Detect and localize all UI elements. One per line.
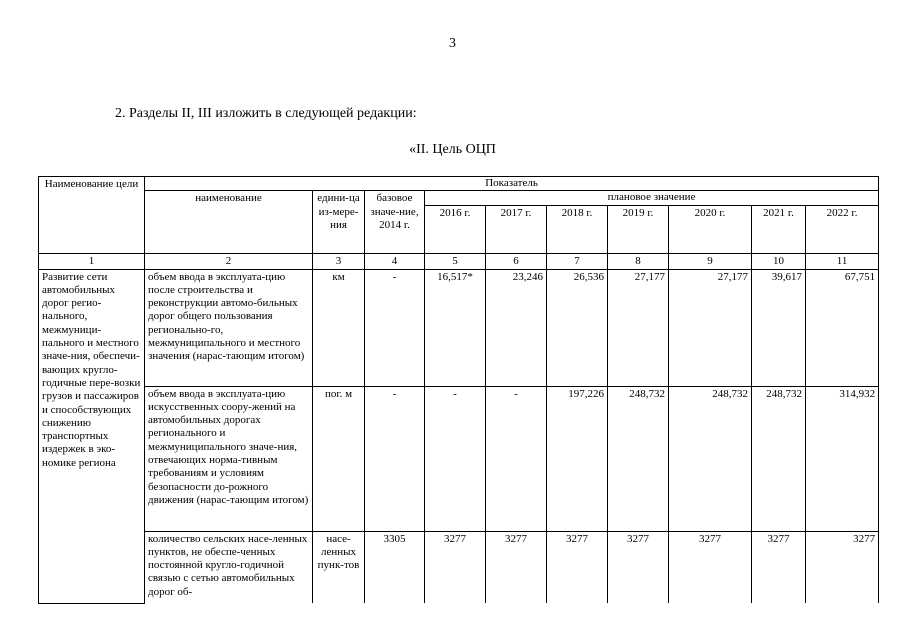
value-cell: 27,177 (669, 269, 752, 386)
unit-cell: км (313, 269, 365, 386)
unit-cell: пог. м (313, 386, 365, 531)
table-row (39, 531, 879, 603)
value-cell: 23,246 (486, 269, 547, 386)
value-cell: 314,932 (806, 386, 879, 531)
header-row-2 (39, 191, 879, 205)
header-year: 2017 г. (486, 205, 547, 253)
value-cell: 248,732 (669, 386, 752, 531)
column-number: 3 (313, 253, 365, 269)
base-value-cell: 3305 (365, 531, 425, 603)
value-cell: 248,732 (752, 386, 806, 531)
value-cell: 26,536 (547, 269, 608, 386)
value-cell: 27,177 (608, 269, 669, 386)
column-numbers-row (39, 253, 879, 269)
value-cell: 3277 (752, 531, 806, 603)
column-number: 11 (806, 253, 879, 269)
header-indicator: Показатель (145, 177, 879, 191)
header-year: 2022 г. (806, 205, 879, 253)
column-number: 2 (145, 253, 313, 269)
value-cell: 3277 (425, 531, 486, 603)
header-year: 2019 г. (608, 205, 669, 253)
table-row (39, 269, 879, 386)
table-row (39, 386, 879, 531)
value-cell: 248,732 (608, 386, 669, 531)
value-cell: 3277 (669, 531, 752, 603)
header-planned: плановое значение (425, 191, 879, 205)
indicator-name-cell: объем ввода в эксплуата-цию искусственных соору-жений на автомобильных дорогах регионального и межмуниципального значе-ния, отвечающих норма-тивным требованиям и условиям безопасности до-рожного движения (нарас-тающим итогом) (145, 386, 313, 531)
header-year: 2018 г. (547, 205, 608, 253)
column-number: 5 (425, 253, 486, 269)
amendment-intro: 2. Разделы II, III изложить в следующей редакции: (115, 106, 417, 121)
base-value-cell: - (365, 269, 425, 386)
header-name: наименование (145, 191, 313, 253)
value-cell: 3277 (608, 531, 669, 603)
column-number: 7 (547, 253, 608, 269)
goal-name-cell: Развитие сети автомобильных дорог регио-нального, межмуници-пального и местного значе-ния, обеспечи-вающих кругло-годичные пере-возки грузов и пассажиров и способствующих снижению транспортных издержек в эко-номике региона (39, 269, 145, 603)
header-year: 2020 г. (669, 205, 752, 253)
column-number: 1 (39, 253, 145, 269)
value-cell: 3277 (547, 531, 608, 603)
value-cell: 16,517* (425, 269, 486, 386)
section-title: «II. Цель ОЦП (409, 142, 496, 157)
header-row-1 (39, 177, 879, 191)
column-number: 10 (752, 253, 806, 269)
value-cell: 3277 (486, 531, 547, 603)
unit-cell: насе-ленных пунк-тов (313, 531, 365, 603)
value-cell: 3277 (806, 531, 879, 603)
page-number: 3 (449, 36, 456, 51)
value-cell: - (486, 386, 547, 531)
base-value-cell: - (365, 386, 425, 531)
indicator-name-cell: объем ввода в эксплуата-цию после строительства и реконструкции автомо-бильных дорог общего пользования регионально-го, межмуниципального и местного значения (нарас-тающим итогом) (145, 269, 313, 386)
header-unit: едини-ца из-мере-ния (313, 191, 365, 253)
indicators-table (38, 176, 879, 604)
header-year: 2021 г. (752, 205, 806, 253)
indicator-name-cell: количество сельских насе-ленных пунктов, не обеспе-ченных постоянной кругло-годичной связью с сетью автомобильных дорог об- (145, 531, 313, 603)
header-goal-name: Наименование цели (39, 177, 145, 254)
header-year: 2016 г. (425, 205, 486, 253)
value-cell: 67,751 (806, 269, 879, 386)
column-number: 9 (669, 253, 752, 269)
value-cell: 197,226 (547, 386, 608, 531)
column-number: 4 (365, 253, 425, 269)
column-number: 8 (608, 253, 669, 269)
header-base: базовое значе-ние, 2014 г. (365, 191, 425, 253)
value-cell: - (425, 386, 486, 531)
column-number: 6 (486, 253, 547, 269)
value-cell: 39,617 (752, 269, 806, 386)
